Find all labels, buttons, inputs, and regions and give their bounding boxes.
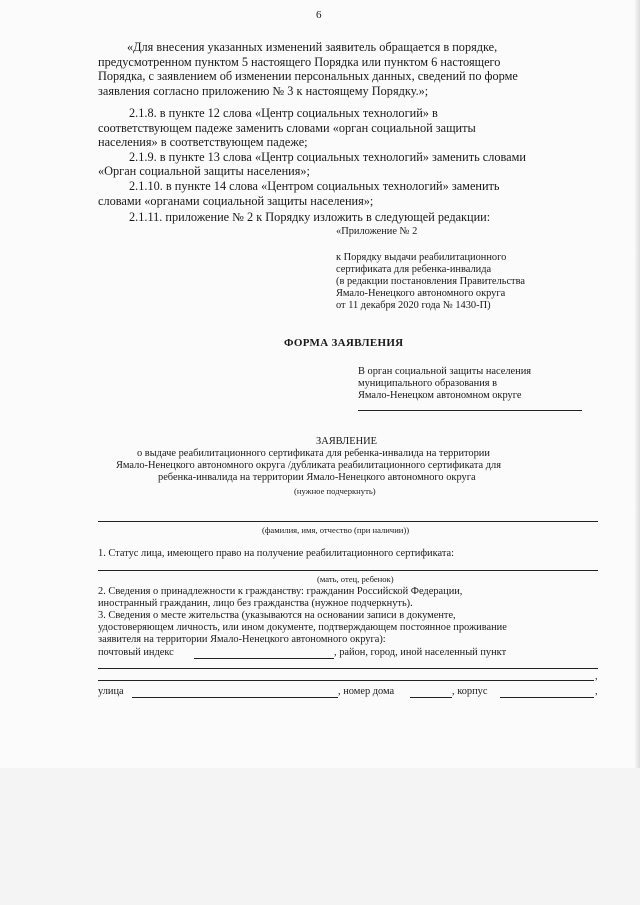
building-comma: , xyxy=(595,686,598,697)
building-label: , корпус xyxy=(452,686,488,697)
street-label: улица xyxy=(98,686,124,697)
addressee-line1: В орган социальной защиты населения xyxy=(358,366,532,377)
fio-input-line[interactable] xyxy=(98,521,598,522)
locality-input-line1[interactable] xyxy=(98,668,598,669)
house-input[interactable] xyxy=(410,697,452,698)
item-2-1-10-line2: словами «органами социальной защиты населения»; xyxy=(98,194,374,208)
form-title: ФОРМА ЗАЯВЛЕНИЯ xyxy=(284,337,404,349)
q3-line3: заявителя на территории Ямало-Ненецкого автономного округа): xyxy=(98,634,386,645)
q1-caption: (мать, отец, ребенок) xyxy=(317,574,394,584)
statement-line1: о выдаче реабилитационного сертификата для ребенка-инвалида на территории xyxy=(137,448,490,459)
item-2-1-11-line1: 2.1.11. приложение № 2 к Порядку изложить в следующей редакции: xyxy=(129,210,491,224)
postal-index-label: почтовый индекс xyxy=(98,647,174,658)
page-number: 6 xyxy=(316,9,322,21)
postal-index-input[interactable] xyxy=(194,658,334,659)
appendix-line2: сертификата для ребенка-инвалида xyxy=(336,264,492,275)
q2-line2: иностранный гражданин, лицо без гражданства (нужное подчеркнуть). xyxy=(98,598,413,609)
para1-line3: Порядка, с заявлением об изменении персональных данных, сведений по форме xyxy=(98,69,518,83)
appendix-title: «Приложение № 2 xyxy=(336,226,418,237)
para1-line2: предусмотренном пунктом 5 настоящего Порядка или пунктом 6 настоящего xyxy=(98,55,501,69)
addressee-line2: муниципального образования в xyxy=(358,378,498,389)
statement-note: (нужное подчеркнуть) xyxy=(294,486,376,496)
fio-caption: (фамилия, имя, отчество (при наличии)) xyxy=(262,525,410,535)
item-2-1-10-line1: 2.1.10. в пункте 14 слова «Центром социальных технологий» заменить xyxy=(129,179,500,193)
appendix-line1: к Порядку выдачи реабилитационного xyxy=(336,252,507,263)
q3-line2: удостоверяющем личность, или ином документе, подтверждающем постоянное проживание xyxy=(98,622,507,633)
item-2-1-8-line2: соответствующем падеже заменить словами «орган социальной защиты xyxy=(98,121,476,135)
item-2-1-9-line1: 2.1.9. в пункте 13 слова «Центр социальных технологий» заменить словами xyxy=(129,150,526,164)
item-2-1-9-line2: «Орган социальной защиты населения»; xyxy=(98,164,310,178)
q2-line1: 2. Сведения о принадлежности к гражданству: гражданин Российской Федерации, xyxy=(98,586,463,597)
locality-input-line2[interactable] xyxy=(98,680,594,681)
house-label: , номер дома xyxy=(338,686,395,697)
statement-title: ЗАЯВЛЕНИЕ xyxy=(316,436,377,447)
street-input[interactable] xyxy=(132,697,338,698)
addressee-line3: Ямало-Ненецком автономном округе xyxy=(358,390,522,401)
para1-line1: «Для внесения указанных изменений заявитель обращается в порядке, xyxy=(127,40,498,54)
building-input[interactable] xyxy=(500,697,594,698)
item-2-1-8-line1: 2.1.8. в пункте 12 слова «Центр социальных технологий» в xyxy=(129,106,438,120)
appendix-line5: от 11 декабря 2020 года № 1430-П) xyxy=(336,300,491,311)
item-2-1-8-line3: населения» в соответствующем падеже; xyxy=(98,135,308,149)
status-input-line[interactable] xyxy=(98,570,598,571)
statement-line2: Ямало-Ненецкого автономного округа /дубликата реабилитационного сертификата для xyxy=(116,460,501,471)
appendix-line3: (в редакции постановления Правительства xyxy=(336,276,525,287)
background-area xyxy=(0,768,640,905)
para1-line4: заявления согласно приложению № 3 к настоящему Порядку.»; xyxy=(98,84,429,98)
q3-line1: 3. Сведения о месте жительства (указываются на основании записи в документе, xyxy=(98,610,456,621)
addressee-signature-line[interactable] xyxy=(358,410,582,411)
statement-line3: ребенка-инвалида на территории Ямало-Ненецкого автономного округа xyxy=(158,472,476,483)
district-label: , район, город, иной населенный пункт xyxy=(334,647,507,658)
q1-label: 1. Статус лица, имеющего право на получение реабилитационного сертификата: xyxy=(98,548,455,559)
locality-comma: , xyxy=(595,671,598,682)
appendix-line4: Ямало-Ненецкого автономного округа xyxy=(336,288,506,299)
page-edge-shadow xyxy=(634,0,640,768)
